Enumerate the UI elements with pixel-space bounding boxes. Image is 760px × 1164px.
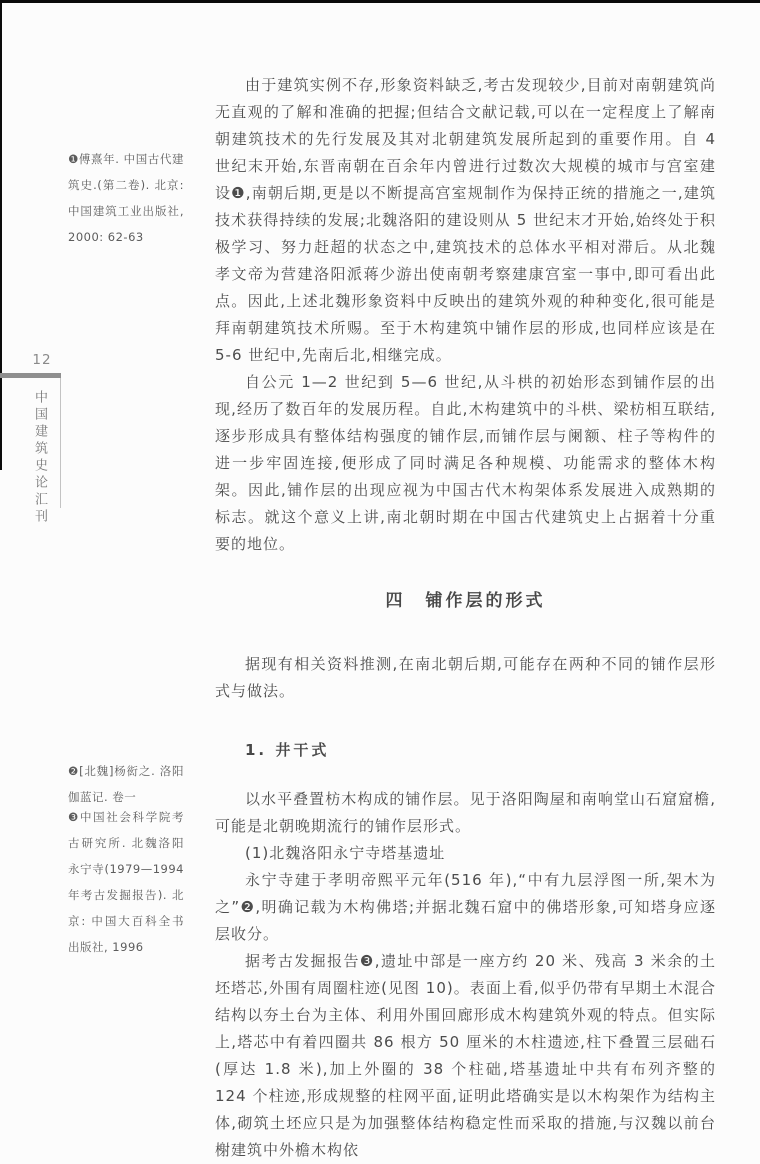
subsection-heading: 1. 井干式 bbox=[245, 741, 330, 759]
body-paragraph-6: 永宁寺建于孝明帝熙平元年(516 年),“中有九层浮图一所,架木为之”❷,明确记载为木构佛塔;并据北魏石窟中的佛塔形象,可知塔身应逐层收分。 bbox=[215, 871, 716, 943]
section-heading: 四 铺作层的形式 bbox=[385, 591, 546, 611]
body-paragraph-3: 据现有相关资料推测,在南北朝后期,可能存在两种不同的铺作层形式与做法。 bbox=[215, 655, 716, 700]
body-paragraph-1: 由于建筑实例不存,形象资料缺乏,考古发现较少,目前对南朝建筑尚无直观的了解和准确的把握;但结合文献记载,可以在一定程度上了解南朝建筑技术的先行发展及其对北朝建筑发展所起到的重要作用。自 4 世纪末开始,东晋南朝在百余年内曾进行过数次大规模的城市与宫室建设❶,南朝后期,更是以不断提高宫室规制作为保持正统的措施之一,建筑技术获得持续的发展;北魏洛阳的建设则从 5 世纪末才开始,始终处于积极学习、努力赶超的状态之中,建筑技术的总体水平相对滞后。从北魏孝文帝为营建洛阳派蒋少游出使南朝考察建康宫室一事中,即可看出此点。因此,上述北魏形象资料中反映出的建筑外观的种种变化,很可能是拜南朝建筑技术所赐。至于木构建筑中铺作层的形成,也同样应该是在 5-6 世纪中,先南后北,相继完成。 bbox=[215, 76, 716, 364]
body-paragraph-5: (1)北魏洛阳永宁寺塔基遗址 bbox=[245, 844, 446, 862]
margin-footnote-1: ❶傅熹年. 中国古代建筑史.(第二卷). 北京: 中国建筑工业出版社, 2000: 62-63 bbox=[68, 152, 184, 244]
body-paragraph-7: 据考古发掘报告❸,遗址中部是一座方约 20 米、残高 3 米余的土坯塔芯,外围有周圈柱迹(见图 10)。表面上看,似乎仍带有早期土木混合结构以夯土台为主体、利用外围回廊形成木构建筑外观的特点。但实际上,塔芯中有着四圈共 86 根方 50 厘米的木柱遗迹,柱下叠置三层础石(厚达 1.8 米),加上外圈的 38 个柱础,塔基遗址中共有布列齐整的 124 个柱迹,形成规整的柱网平面,证明此塔确实是以木构架作为结构主体,砌筑土坯应只是为加强整体结构稳定性而采取的措施,与汉魏以前台榭建筑中外檐木构依 bbox=[215, 952, 716, 1159]
page-number: 12 bbox=[32, 352, 52, 368]
page-number-divider bbox=[0, 373, 61, 378]
margin-vertical-rule bbox=[60, 378, 61, 508]
body-paragraph-4: 以水平叠置枋木构成的铺作层。见于洛阳陶屋和南响堂山石窟窟檐,可能是北朝晚期流行的铺作层形式。 bbox=[215, 790, 716, 835]
margin-footnote-2: ❷[北魏]杨衒之. 洛阳伽蓝记. 卷一 bbox=[68, 764, 184, 804]
scan-edge-left bbox=[0, 0, 2, 470]
body-paragraph-2: 自公元 1—2 世纪到 5—6 世纪,从斗栱的初始形态到铺作层的出现,经历了数百年的发展历程。自此,木构建筑中的斗栱、梁枋相互联结,逐步形成具有整体结构强度的铺作层,而铺作层与阑额、柱子等构件的进一步牢固连接,便形成了同时满足各种规模、功能需求的整体木构架。因此,铺作层的出现应视为中国古代木构架体系发展进入成熟期的标志。就这个意义上讲,南北朝时期在中国古代建筑史上占据着十分重要的地位。 bbox=[215, 373, 716, 553]
main-text-column bbox=[215, 0, 716, 1164]
journal-title-vertical: 中国建筑史论汇刊 bbox=[32, 390, 47, 526]
margin-footnote-3: ❸中国社会科学院考古研究所. 北魏洛阳永宁寺(1979—1994 年考古发掘报告). 北京: 中国大百科全书出版社, 1996 bbox=[68, 810, 184, 954]
